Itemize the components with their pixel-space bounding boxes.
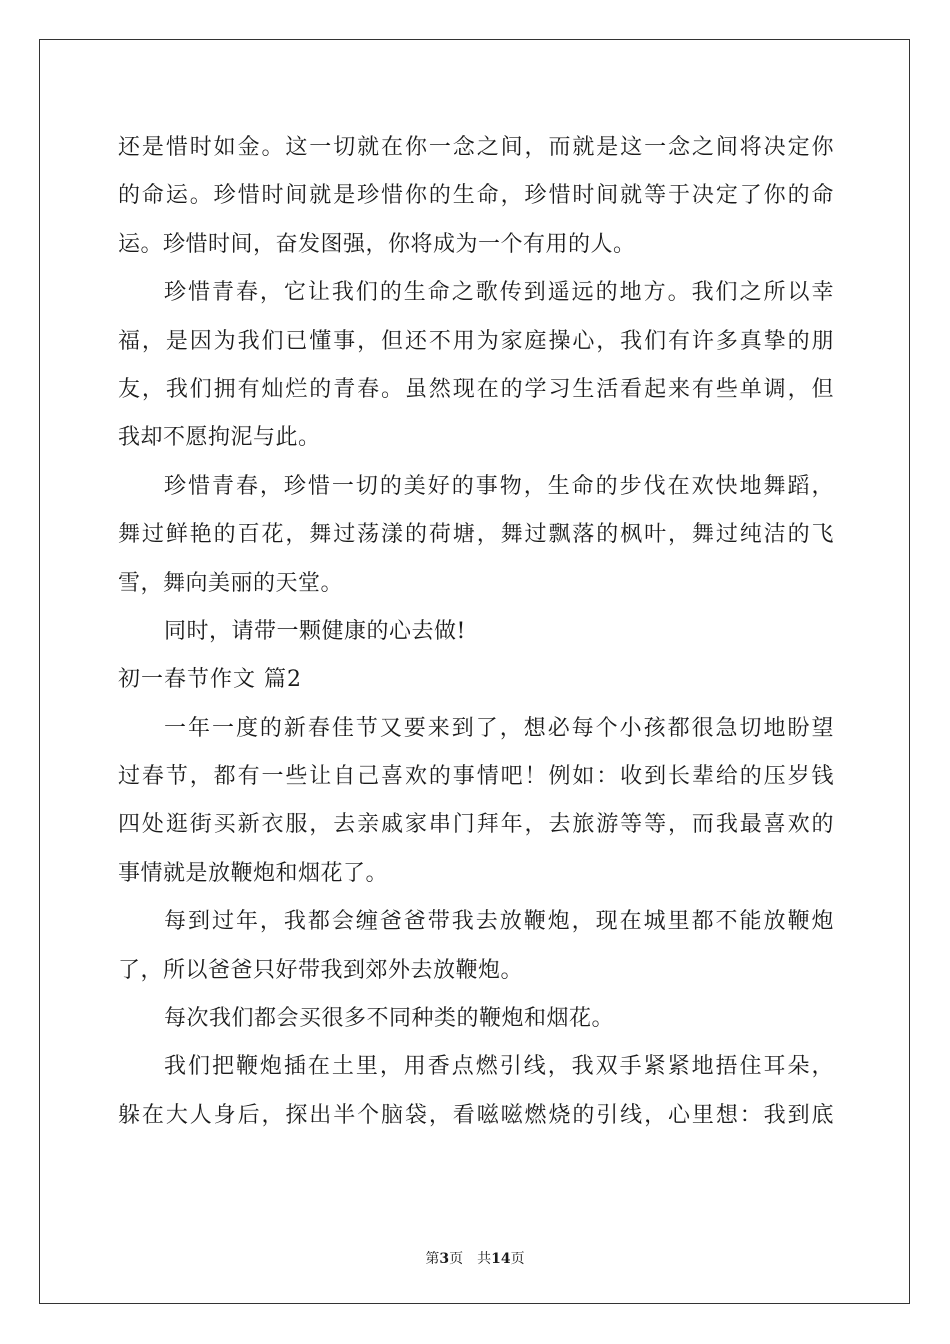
text-line: 事情就是放鞭炮和烟花了。 — [118, 860, 389, 886]
text-line: 珍惜青春，珍惜一切的美好的事物，生命的步伐在欢快地舞蹈， — [164, 473, 834, 499]
text-line: 过春节，都有一些让自己喜欢的事情吧！例如：收到长辈给的压岁钱 — [118, 764, 834, 790]
section-heading: 初一春节作文 篇2 — [118, 667, 302, 693]
text-line: 同时，请带一颗健康的心去做! — [164, 618, 466, 644]
text-line: 一年一度的新春佳节又要来到了，想必每个小孩都很急切地盼望 — [164, 715, 834, 741]
text-line: 四处逛街买新衣服，去亲戚家串门拜年，去旅游等等，而我最喜欢的 — [118, 812, 834, 838]
text-line: 友，我们拥有灿烂的青春。虽然现在的学习生活看起来有些单调，但 — [118, 376, 834, 402]
footer-page-current: 3 — [439, 1251, 450, 1267]
text-line: 了，所以爸爸只好带我到郊外去放鞭炮。 — [118, 957, 524, 983]
text-line: 雪，舞向美丽的天堂。 — [118, 570, 344, 596]
footer-total-suffix: 页 — [510, 1251, 525, 1267]
text-line: 的命运。珍惜时间就是珍惜你的生命，珍惜时间就等于决定了你的命 — [118, 183, 834, 209]
text-line: 珍惜青春，它让我们的生命之歌传到遥远的地方。我们之所以幸 — [164, 280, 834, 306]
text-line: 我却不愿拘泥与此。 — [118, 425, 321, 451]
text-line: 我们把鞭炮插在土里，用香点燃引线，我双手紧紧地捂住耳朵， — [164, 1054, 834, 1080]
footer-page-suffix: 页 — [449, 1251, 464, 1267]
document-body — [118, 124, 834, 1140]
page-footer — [0, 1248, 950, 1268]
text-line: 舞过鲜艳的百花，舞过荡漾的荷塘，舞过飘落的枫叶，舞过纯洁的飞 — [118, 522, 834, 548]
text-line: 运。珍惜时间，奋发图强，你将成为一个有用的人。 — [118, 231, 636, 257]
footer-total-prefix: 共 — [477, 1251, 492, 1267]
text-line: 躲在大人身后，探出半个脑袋，看嗞嗞燃烧的引线，心里想：我到底 — [118, 1102, 834, 1128]
footer-page-prefix: 第 — [425, 1251, 440, 1267]
text-line: 每到过年，我都会缠爸爸带我去放鞭炮，现在城里都不能放鞭炮 — [164, 909, 834, 935]
text-line: 福，是因为我们已懂事，但还不用为家庭操心，我们有许多真挚的朋 — [118, 328, 834, 354]
text-line: 还是惜时如金。这一切就在你一念之间，而就是这一念之间将决定你 — [118, 135, 834, 160]
text-line: 每次我们都会买很多不同种类的鞭炮和烟花。 — [164, 1006, 615, 1032]
footer-page-total: 14 — [491, 1251, 511, 1267]
